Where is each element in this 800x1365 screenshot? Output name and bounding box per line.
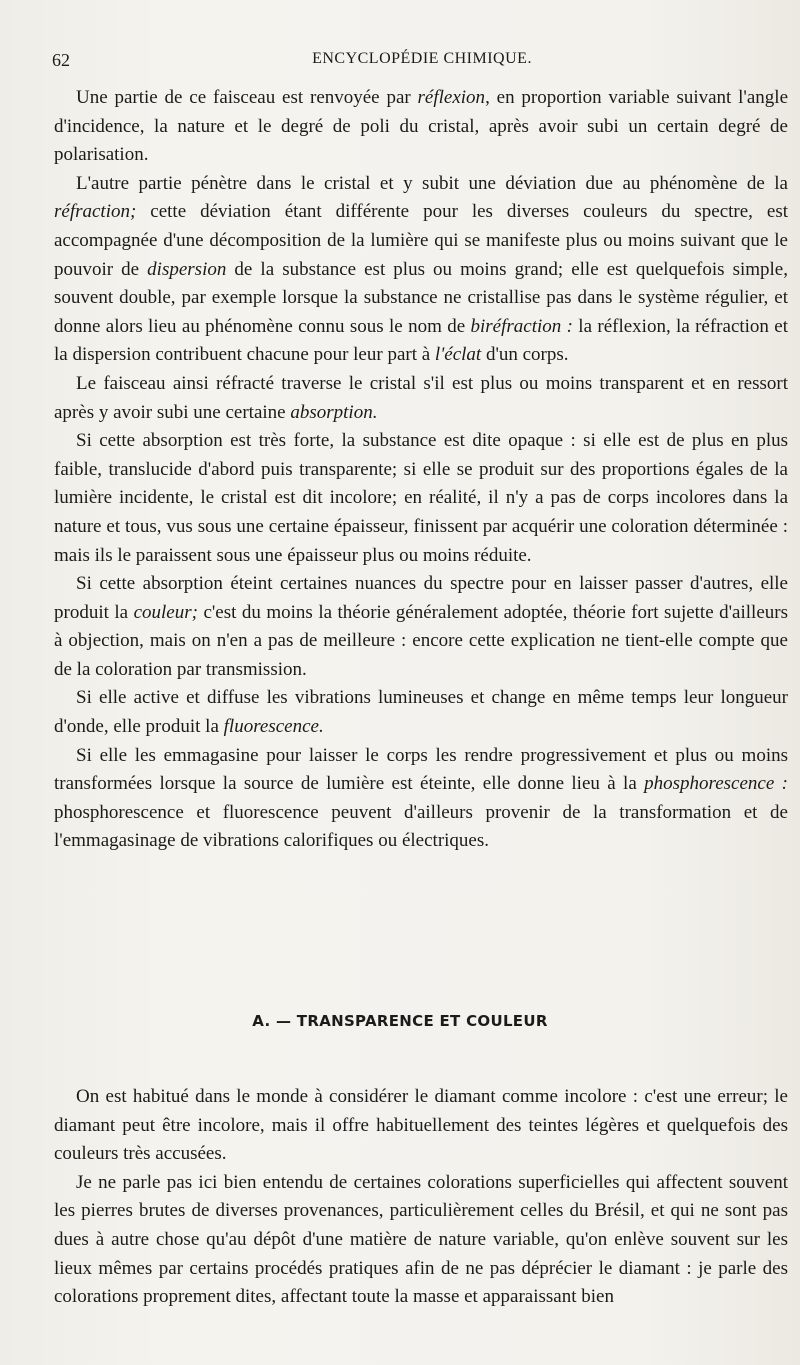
- page-header: [52, 50, 792, 74]
- paragraph-colorations: Je ne parle pas ici bien entendu de certaines colorations superficielles qui affectent souvent les pierres brutes de diverses provenances, particulièrement celles du Brésil, et qui ne sont pas dues à autre chose qu'au dépôt d'une matière de nature variable, qu'on enlève souvent sur les lieux mêmes par certains procédés pratiques afin de ne pas déprécier le diamant : je parle des colorations proprement dites, affectant toute la masse et apparaissant bien: [54, 1171, 788, 1308]
- paragraph-phosphorescence: Si elle les emmagasine pour laisser le corps les rendre progressivement et plus ou moins transformées lorsque la source de lumière est éteinte, elle donne lieu à la phosphorescence : phosphorescence et fluorescence peuvent d'ailleurs provenir de la transformation et de l'emmagasinage de vibrations calorifiques ou électriques.: [54, 744, 788, 852]
- paragraph-diamant-incolore: On est habitué dans le monde à considérer le diamant comme incolore : c'est une erreur; le diamant peut être incolore, mais il offre habituellement des teintes légères et quelquefois des couleurs très accusées.: [54, 1086, 788, 1165]
- running-title: ENCYCLOPÉDIE CHIMIQUE.: [312, 50, 532, 67]
- body-text-upper: [54, 84, 788, 856]
- paragraph-opacity: Si cette absorption est très forte, la substance est dite opaque : si elle est de plus en plus faible, translucide d'abord puis transparente; si elle se produit sur des proportions égales de la lumière incidente, le cristal est dit incolore; en réalité, il n'y a pas de corps incolores dans la nature et tous, vus sous une certaine épaisseur, finissent par acquérir une coloration déterminée : mais ils le paraissent sous une épaisseur plus ou moins réduite.: [54, 430, 788, 566]
- paragraph-reflexion: Une partie de ce faisceau est renvoyée par réflexion, en proportion variable suivant l'angle d'incidence, la nature et le degré de poli du cristal, après avoir subi un certain degré de polarisation.: [54, 87, 788, 166]
- section-heading: A. — TRANSPARENCE ET COULEUR: [252, 1012, 548, 1030]
- paragraph-fluorescence: Si elle active et diffuse les vibrations lumineuses et change en même temps leur longueur d'onde, elle produit la fluorescence.: [54, 687, 788, 738]
- page-number: 62: [52, 50, 70, 70]
- paragraph-refraction: L'autre partie pénètre dans le cristal et y subit une déviation due au phénomène de la réfraction; cette déviation étant différente pour les diverses couleurs du spectre, est accompagnée d'une décomposition de la lumière qui se manifeste plus ou moins suivant que le pouvoir de dispersion de la substance est plus ou moins grand; elle est quelquefois simple, souvent double, par exemple lorsque la substance ne cristallise pas dans le système régulier, et donne alors lieu au phénomène connu sous le nom de biréfraction : la réflexion, la réfraction et la dispersion contribuent chacune pour leur part à l'éclat d'un corps.: [54, 172, 788, 366]
- body-text-lower: [54, 1083, 788, 1312]
- paragraph-couleur: Si cette absorption éteint certaines nuances du spectre pour en laisser passer d'autres, elle produit la couleur; c'est du moins la théorie généralement adoptée, théorie fort sujette d'ailleurs à objection, mais on n'en a pas de meilleure : encore cette explication ne tient-elle compte que de la coloration par transmission.: [54, 573, 788, 680]
- paragraph-absorption: Le faisceau ainsi réfracté traverse le cristal s'il est plus ou moins transparent et en ressort après y avoir subi une certaine absorption.: [54, 372, 788, 423]
